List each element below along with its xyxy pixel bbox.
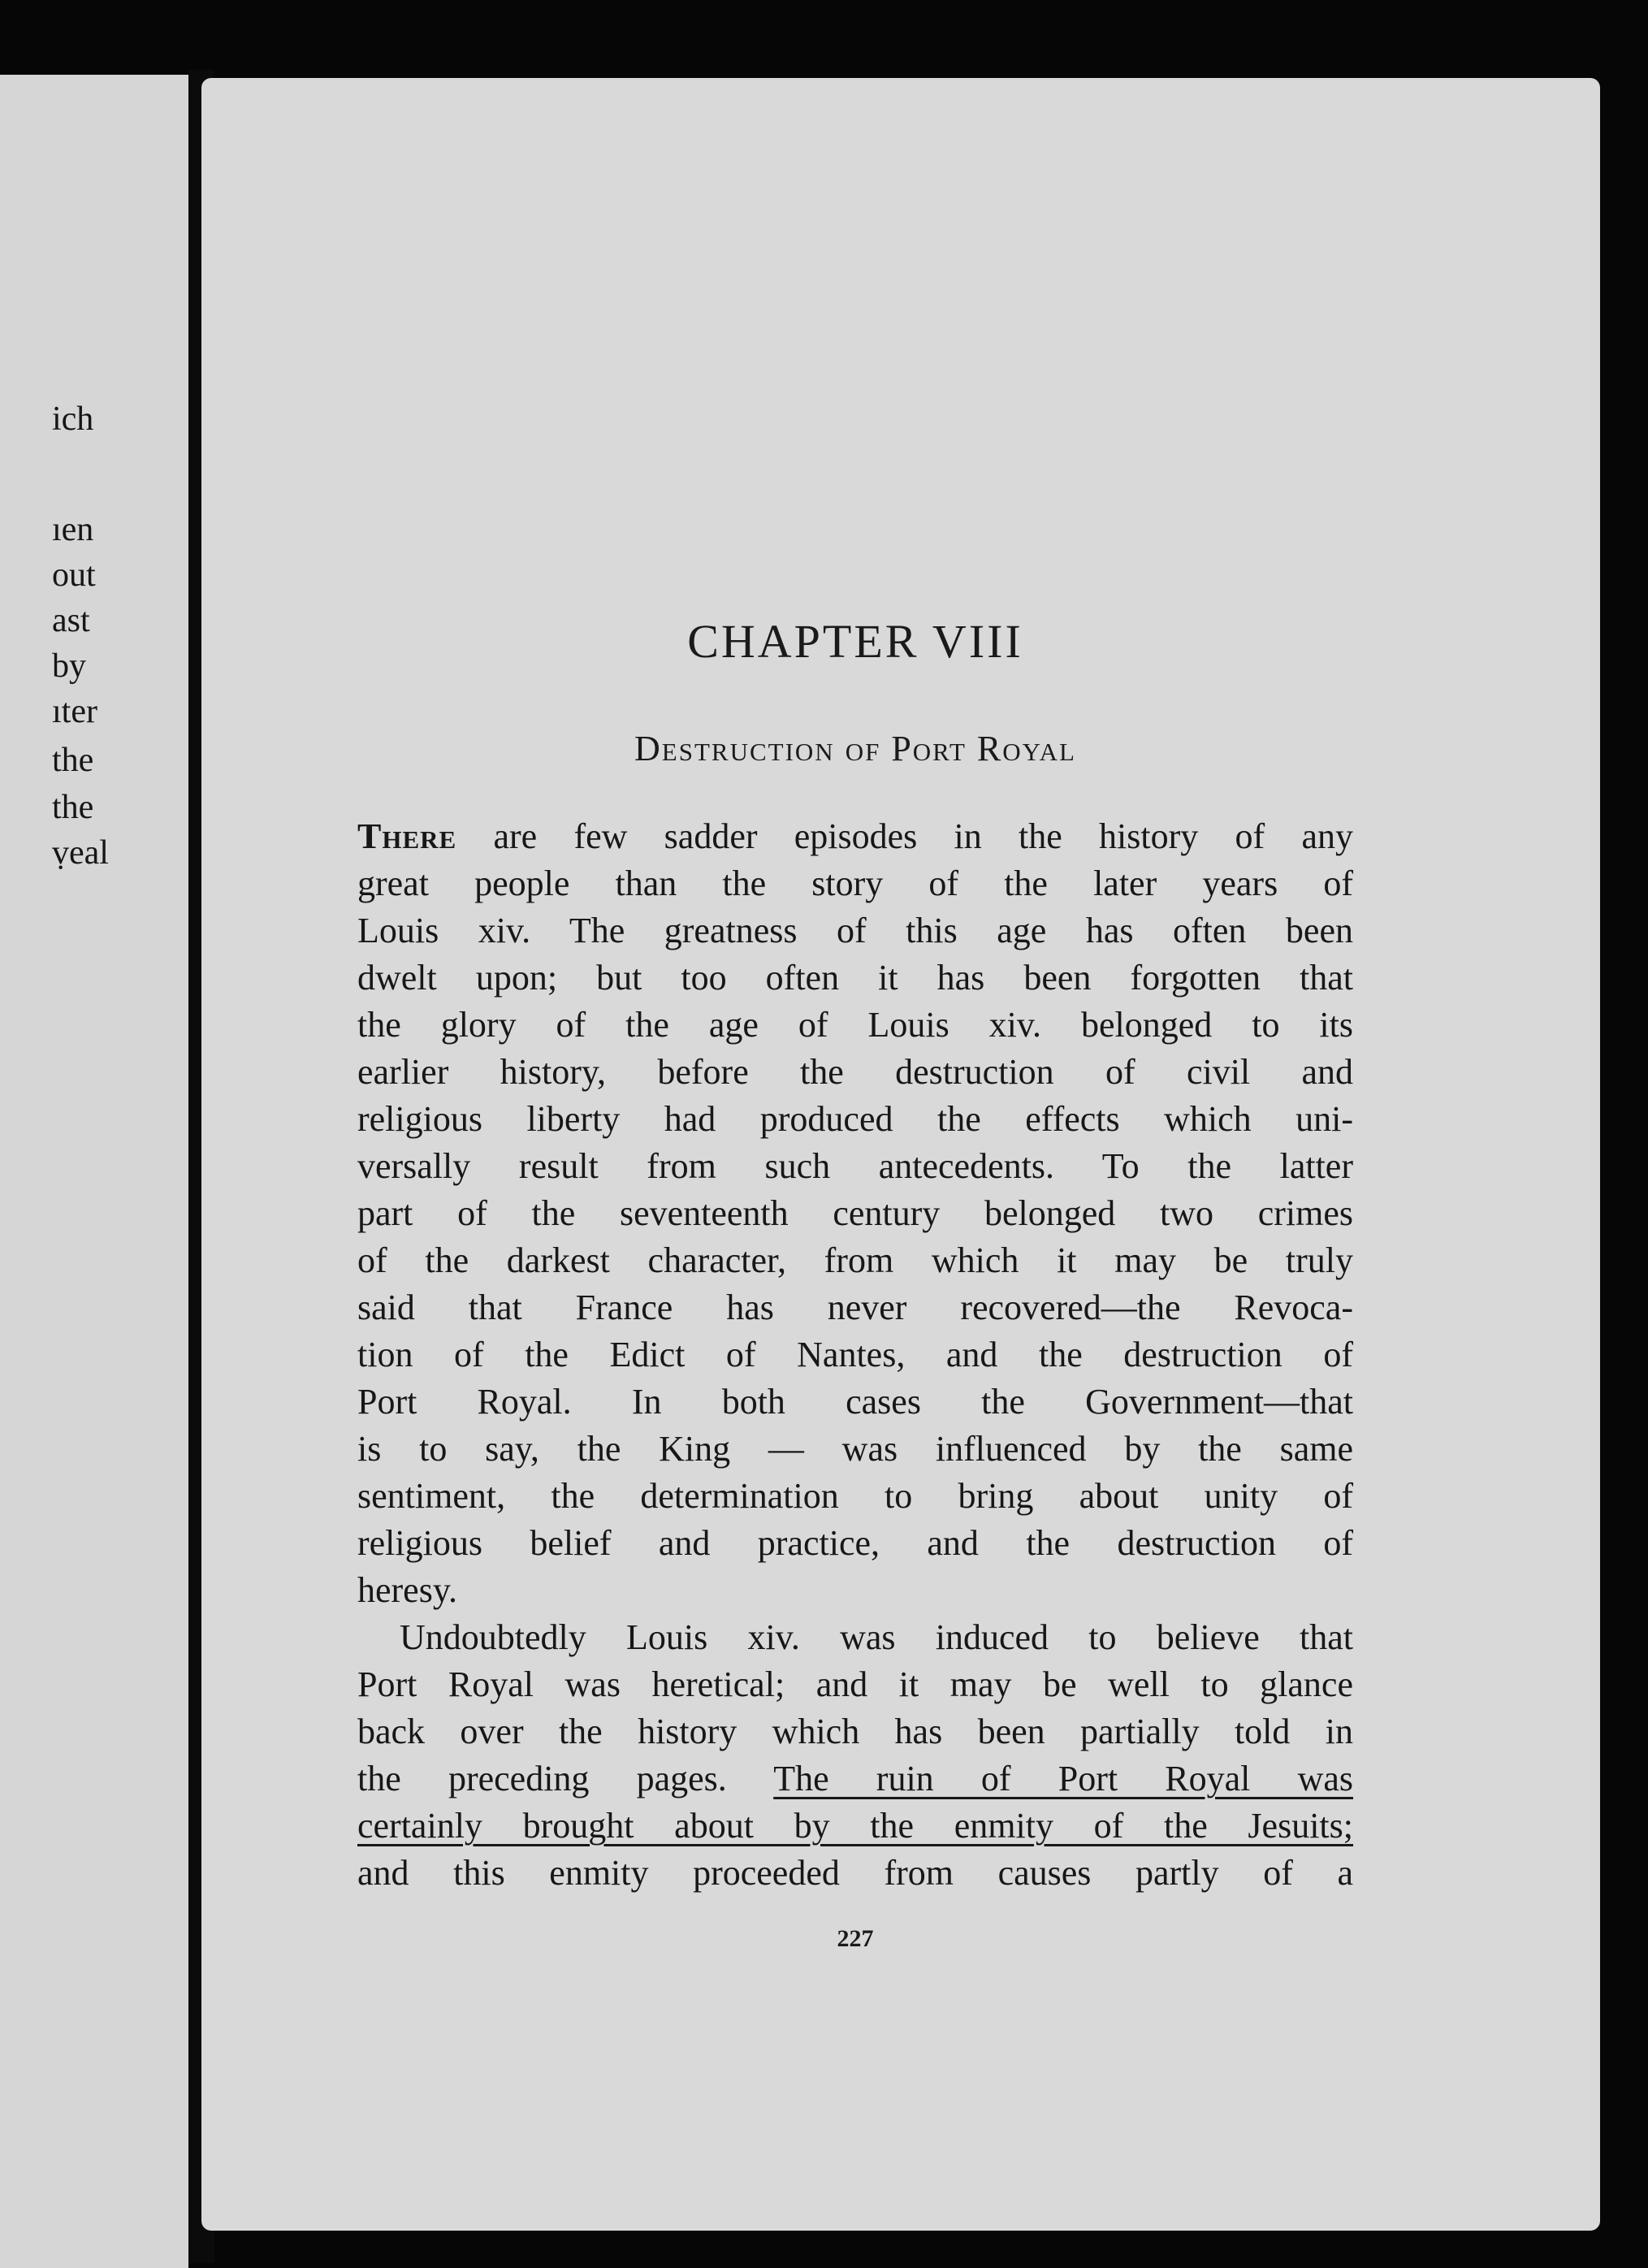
text-line: tion of the Edict of Nantes, and the destruction of [357, 1335, 1353, 1374]
text-line [357, 1805, 1353, 1846]
text-line: Port Royal was heretical; and it may be well to glance [357, 1664, 1353, 1704]
left-page [0, 75, 188, 2268]
text-line: sentiment, the determination to bring about unity of [357, 1476, 1353, 1516]
fragment-line: out [52, 556, 96, 594]
fragment-line: ast [52, 602, 90, 639]
text-fragment: are few sadder episodes in the history of any [456, 816, 1353, 856]
chapter-title: CHAPTER VIII [687, 615, 1023, 668]
text-line: dwelt upon; but too often it has been forgotten that [357, 958, 1353, 998]
text-line: Port Royal. In both cases the Government—that [357, 1382, 1353, 1422]
fragment-line: by [52, 647, 86, 685]
underlined-passage: The ruin of Port Royal was [773, 1759, 1354, 1798]
lead-word: There [357, 816, 457, 856]
right-page [201, 78, 1600, 2231]
text-fragment: the preceding pages. [357, 1759, 774, 1798]
text-line: the glory of the age of Louis xiv. belonged to its [357, 1005, 1353, 1045]
fragment-line: ıen [52, 511, 94, 548]
text-line: Undoubtedly Louis xiv. was induced to believe that [400, 1617, 1353, 1657]
text-line [357, 1758, 1353, 1799]
page-number: 227 [837, 1925, 874, 1952]
text-line: religious belief and practice, and the destruction of [357, 1523, 1353, 1563]
text-line: part of the seventeenth century belonged two crimes [357, 1193, 1353, 1233]
text-line: religious liberty had produced the effects which uni- [357, 1099, 1353, 1139]
chapter-subtitle: Destruction of Port Royal [634, 729, 1076, 768]
text-line: versally result from such antecedents. To the latter [357, 1146, 1353, 1186]
underlined-passage: certainly brought about by the enmity of the Jesuits; [357, 1806, 1353, 1846]
text-line: said that France has never recovered—the Revoca- [357, 1288, 1353, 1327]
text-line: earlier history, before the destruction of civil and [357, 1052, 1353, 1092]
text-line: of the darkest character, from which it may be truly [357, 1240, 1353, 1280]
fragment-line: ich [52, 400, 94, 438]
fragment-line: ıter [52, 693, 97, 730]
text-line: is to say, the King — was influenced by the same [357, 1429, 1353, 1469]
fragment-line: the [52, 789, 94, 826]
text-line: great people than the story of the later years of [357, 863, 1353, 903]
text-line [357, 816, 1353, 857]
fragment-line: ṿeal [52, 834, 109, 872]
text-line: and this enmity proceeded from causes partly of a [357, 1853, 1353, 1893]
text-line: Louis xiv. The greatness of this age has often been [357, 911, 1353, 950]
text-line: back over the history which has been partially told in [357, 1712, 1353, 1751]
text-line: heresy. [357, 1570, 457, 1610]
fragment-line: the [52, 742, 94, 779]
